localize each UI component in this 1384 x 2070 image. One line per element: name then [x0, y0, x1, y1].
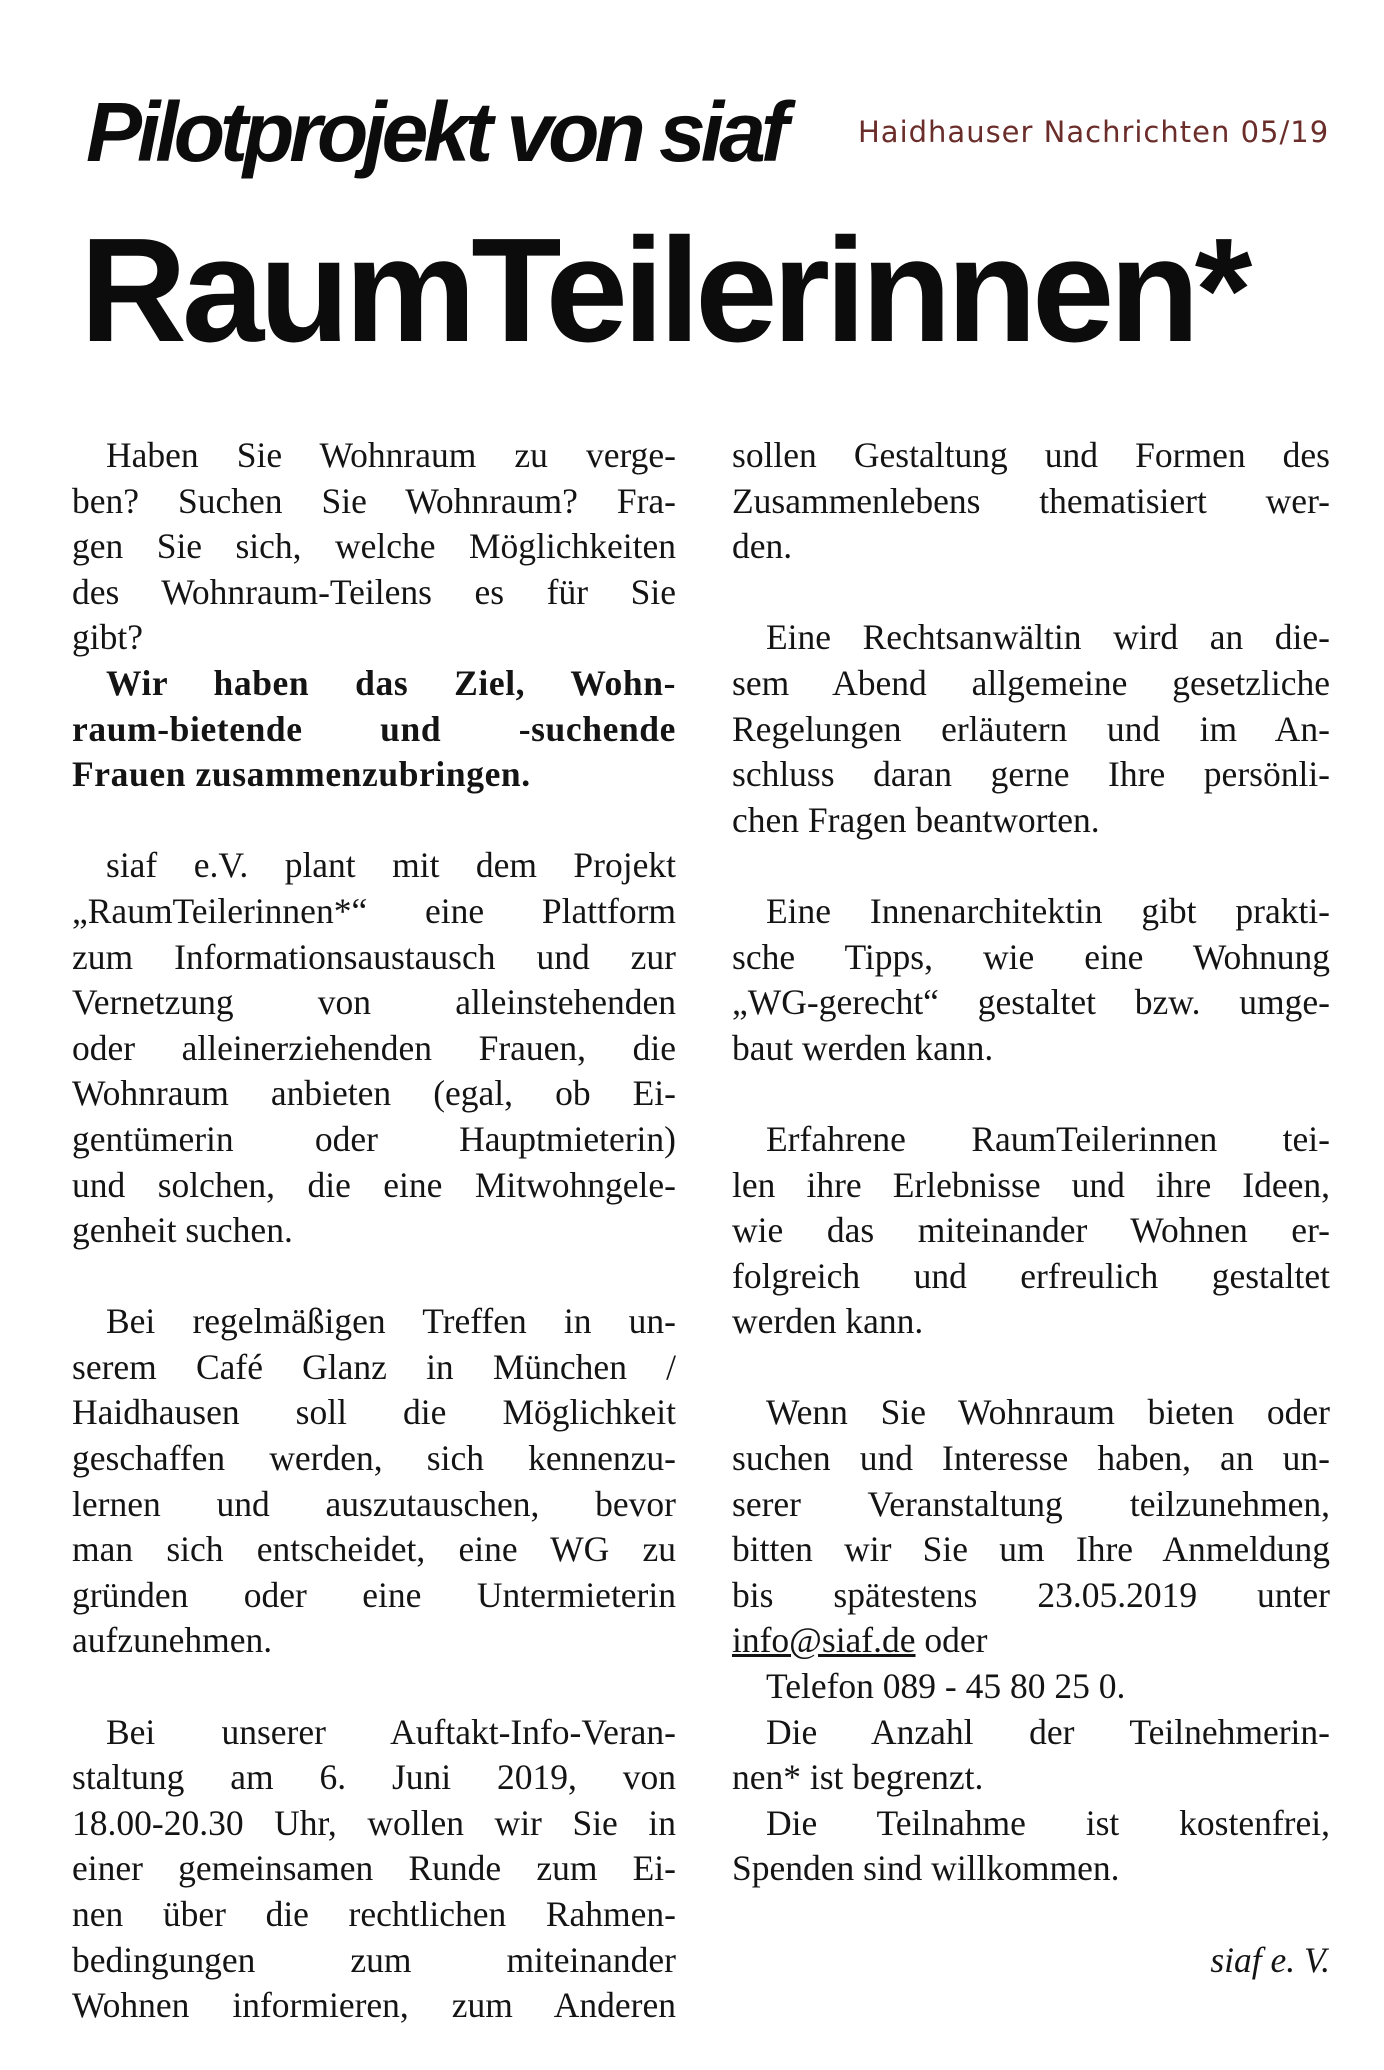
- text-line: serer Veranstaltung teilzunehmen,: [732, 1483, 1330, 1524]
- text-line: bis spätestens 23.05.2019 unter: [732, 1574, 1330, 1615]
- text-line: siaf e.V. plant mit dem Projekt: [106, 845, 676, 886]
- text-fragment: oder: [915, 1620, 988, 1661]
- email-link[interactable]: info@siaf.de: [732, 1620, 916, 1661]
- paragraph-p2: [72, 843, 676, 1253]
- text-line: baut werden kann.: [732, 1027, 994, 1068]
- text-line: [732, 1618, 1330, 1664]
- text-line: lernen und auszutauschen, bevor: [72, 1483, 676, 1524]
- paragraph-p3: [72, 1299, 676, 1664]
- text-line: serem Café Glanz in München /: [72, 1346, 676, 1387]
- text-line: Frauen zusammenzubringen.: [72, 754, 531, 795]
- text-line: len ihre Erlebnisse und ihre Ideen,: [732, 1164, 1330, 1205]
- text-line: Haben Sie Wohnraum zu verge-: [106, 435, 676, 475]
- text-line: „RaumTeilerinnen*“ eine Plattform: [72, 890, 676, 931]
- text-line: Vernetzung von alleinstehenden: [72, 982, 676, 1023]
- text-line: Wenn Sie Wohnraum bieten oder: [766, 1392, 1330, 1433]
- text-line: gründen oder eine Untermieterin: [72, 1574, 676, 1615]
- text-line: gentümerin oder Hauptmieterin): [72, 1118, 676, 1159]
- text-line: schluss daran gerne Ihre persönli-: [732, 754, 1330, 795]
- text-line: raum-bietende und -suchende: [72, 708, 676, 749]
- left-column: [72, 433, 676, 2029]
- source-label: Haidhauser Nachrichten 05/19: [858, 115, 1330, 149]
- text-line: Wohnen informieren, zum Anderen: [72, 1985, 676, 2026]
- text-line: Zusammenlebens thematisiert wer-: [732, 480, 1330, 521]
- paragraph-gap: [732, 843, 1330, 889]
- text-line: chen Fragen beantworten.: [732, 799, 1100, 840]
- text-line: Spenden sind willkommen.: [732, 1848, 1120, 1889]
- text-line: des Wohnraum-Teilens es für Sie: [72, 571, 676, 612]
- text-line: staltung am 6. Juni 2019, von: [72, 1757, 676, 1798]
- author-signature: siaf e. V.: [1210, 1939, 1330, 1980]
- article-kicker: Pilotprojekt von siaf: [86, 85, 784, 179]
- text-line: nen über die rechtlichen Rahmen-: [72, 1894, 676, 1934]
- text-line: einer gemeinsamen Runde zum Ei-: [72, 1848, 676, 1889]
- text-line: Wohnraum anbieten (egal, ob Ei-: [72, 1073, 676, 1114]
- text-line: bitten wir Sie um Ihre Anmeldung: [732, 1529, 1330, 1570]
- text-line: Die Anzahl der Teilnehmerin-: [766, 1711, 1330, 1752]
- paragraph-p9: [732, 1390, 1330, 1892]
- text-line: Telefon 089 - 45 80 25 0.: [766, 1666, 1126, 1707]
- text-line: sem Abend allgemeine gesetzliche: [732, 662, 1330, 703]
- text-line: Eine Innenarchitektin gibt prakti-: [766, 890, 1330, 931]
- paragraph-gap: [732, 570, 1330, 616]
- text-line: Erfahrene RaumTeilerinnen tei-: [766, 1118, 1330, 1159]
- paragraph-p8: [732, 1117, 1330, 1345]
- text-line: Wir haben das Ziel, Wohn-: [106, 662, 676, 703]
- text-line: wie das miteinander Wohnen er-: [732, 1210, 1330, 1251]
- paragraph-gap: [72, 798, 676, 844]
- text-line: gibt?: [72, 617, 143, 658]
- text-line: Bei regelmäßigen Treffen in un-: [106, 1301, 676, 1342]
- text-line: folgreich und erfreulich gestaltet: [732, 1255, 1330, 1296]
- text-line: man sich entscheidet, eine WG zu: [72, 1529, 676, 1570]
- paragraph-gap: [72, 1664, 676, 1710]
- paragraph-p5: [732, 433, 1330, 570]
- paragraph-gap: [732, 1071, 1330, 1117]
- paragraph-p6: [732, 615, 1330, 843]
- text-line: suchen und Interesse haben, an un-: [732, 1438, 1330, 1479]
- text-line: genheit suchen.: [72, 1210, 293, 1251]
- paragraph-p1: [72, 433, 676, 798]
- text-line: „WG-gerecht“ gestaltet bzw. umge-: [732, 982, 1330, 1023]
- text-line: sollen Gestaltung und Formen des: [732, 435, 1330, 475]
- text-line: den.: [732, 526, 793, 567]
- text-line: gen Sie sich, welche Möglichkeiten: [72, 526, 676, 567]
- paragraph-gap: [72, 1254, 676, 1300]
- text-line: und solchen, die eine Mitwohngele-: [72, 1164, 676, 1205]
- text-line: nen* ist begrenzt.: [732, 1757, 984, 1798]
- text-line: oder alleinerziehenden Frauen, die: [72, 1027, 676, 1068]
- text-line: zum Informationsaustausch und zur: [72, 936, 676, 977]
- article-headline: RaumTeilerinnen*: [80, 208, 1248, 373]
- text-line: sche Tipps, wie eine Wohnung: [732, 936, 1330, 977]
- text-line: ben? Suchen Sie Wohnraum? Fra-: [72, 480, 676, 521]
- right-column: [732, 433, 1330, 1983]
- text-line: geschaffen werden, sich kennenzu-: [72, 1438, 676, 1479]
- text-line: Bei unserer Auftakt-Info-Veran-: [106, 1711, 676, 1752]
- text-line: aufzunehmen.: [72, 1620, 273, 1661]
- text-line: werden kann.: [732, 1301, 924, 1342]
- text-line: Die Teilnahme ist kostenfrei,: [766, 1802, 1330, 1843]
- text-line: Haidhausen soll die Möglichkeit: [72, 1392, 676, 1433]
- paragraph-p7: [732, 889, 1330, 1071]
- text-line: bedingungen zum miteinander: [72, 1939, 676, 1980]
- text-line: Regelungen erläutern und im An-: [732, 708, 1330, 749]
- text-line: Eine Rechtsanwältin wird an die-: [766, 617, 1330, 658]
- paragraph-gap: [732, 1345, 1330, 1391]
- paragraph-p4: [72, 1710, 676, 2029]
- text-line: 18.00-20.30 Uhr, wollen wir Sie in: [72, 1802, 676, 1843]
